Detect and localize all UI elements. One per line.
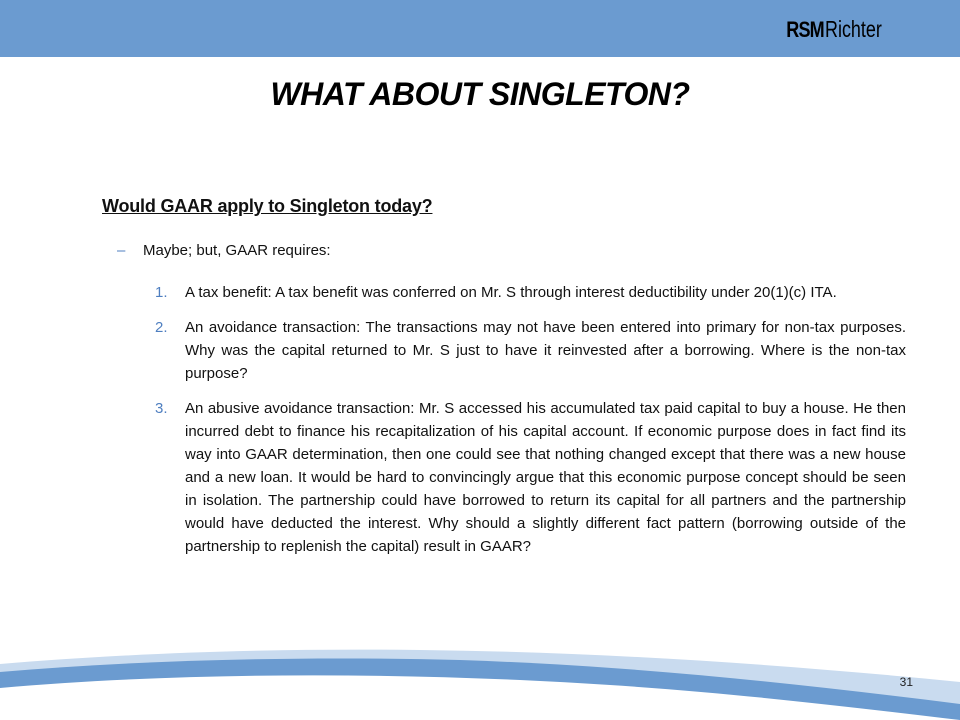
dash-bullet-line xyxy=(117,242,331,259)
list-item-text: An abusive avoidance transaction: Mr. S accessed his accumulated tax paid capital to buy a house. He then incurred debt to finance his recapitalization of his capital account. If economic purpose does in fact find its way into GAAR determination, then one could see that nothing changed except that there was a new house and a new loan. It would be hard to convincingly argue that this economic purpose concept should be seen in isolation. The partnership could have borrowed to return its capital for all partners and the partnership would have deducted the interest. Why should a slightly different fact pattern (borrowing outside of the partnership to replenish the capital) result in GAAR? xyxy=(185,400,906,555)
logo-brand: RSM xyxy=(786,17,825,42)
list-item-number: 1. xyxy=(155,284,168,301)
numbered-list xyxy=(150,281,906,570)
list-item xyxy=(150,316,906,385)
logo-name: Richter xyxy=(825,16,882,42)
slide-subheading: Would GAAR apply to Singleton today? xyxy=(102,196,433,216)
footer-wave xyxy=(0,630,960,720)
list-item-number: 3. xyxy=(155,400,168,417)
list-item-text: An avoidance transaction: The transactions may not have been entered into primary for non-tax purposes. Why was the capital returned to Mr. S just to have it reinvested after a borrowing. Where is the non-tax purpose? xyxy=(185,319,906,382)
dash-marker: – xyxy=(117,242,126,259)
list-item xyxy=(150,281,906,304)
list-item-text: A tax benefit: A tax benefit was conferred on Mr. S through interest deductibility under 20(1)(c) ITA. xyxy=(185,284,837,301)
slide-title: WHAT ABOUT SINGLETON? xyxy=(270,76,690,112)
rsm-richter-logo xyxy=(778,16,898,44)
page-number: 31 xyxy=(899,675,913,689)
dash-bullet-text: Maybe; but, GAAR requires: xyxy=(143,242,331,259)
list-item xyxy=(150,397,906,558)
list-item-number: 2. xyxy=(155,319,168,336)
